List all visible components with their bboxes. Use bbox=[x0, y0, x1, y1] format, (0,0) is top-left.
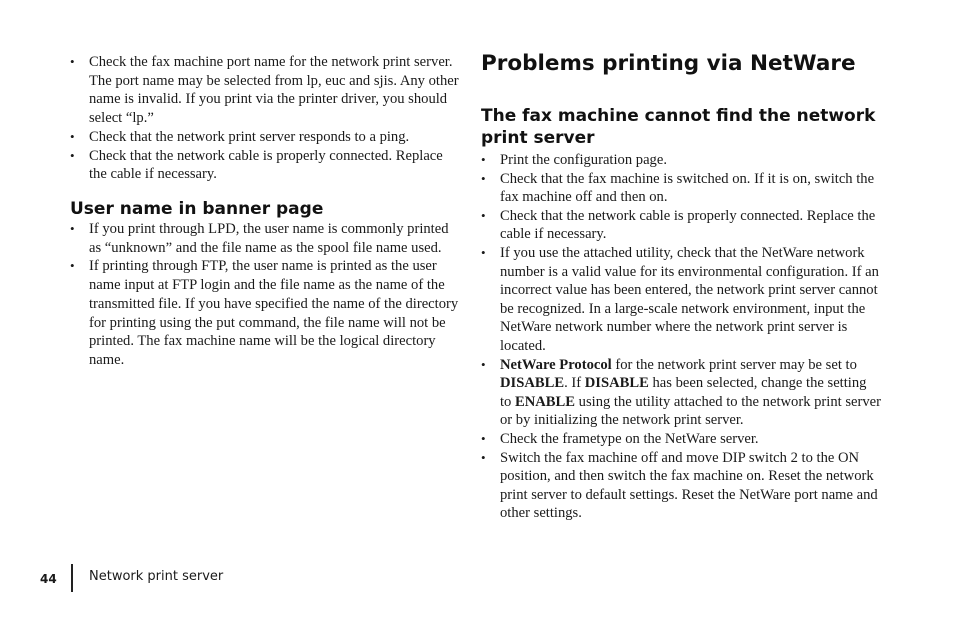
list-item bbox=[481, 244, 881, 356]
footer-title: Network print server bbox=[89, 569, 224, 584]
page-title: Problems printing via NetWare bbox=[481, 51, 856, 76]
list-item bbox=[481, 207, 881, 244]
list-item-text: using the utility attached to the network print server or by initializing the network print server. bbox=[500, 393, 881, 429]
bullet-icon: • bbox=[481, 356, 486, 372]
list-item-text: Check the fax machine port name for the network print server. The port name may be selected from lp, euc and sjis. Any other name is invalid. If you print via the printer driver, you should select “lp.” bbox=[89, 54, 459, 127]
page-number: 44 bbox=[40, 572, 57, 586]
list-item-text: If you print through LPD, the user name is commonly printed as “unknown” and the file name as the spool file name used. bbox=[89, 221, 449, 256]
bullet-icon: • bbox=[70, 221, 75, 236]
section-heading-cannot-find: The fax machine cannot find the network print server bbox=[481, 106, 876, 148]
list-item-text: for the network print server may be set to bbox=[611, 356, 857, 373]
list-item-text: Check the frametype on the NetWare server. bbox=[500, 430, 759, 447]
bullet-icon: • bbox=[70, 258, 75, 274]
bullet-icon: • bbox=[70, 147, 75, 163]
term-netware-protocol: NetWare Protocol bbox=[500, 356, 612, 373]
list-item bbox=[481, 449, 881, 523]
bullet-icon: • bbox=[70, 54, 75, 69]
bullet-icon: • bbox=[481, 170, 486, 186]
list-item bbox=[70, 53, 460, 128]
bullet-icon: • bbox=[481, 430, 486, 446]
list-item-text: If you use the attached utility, check that the NetWare network number is a valid value for its environmental configuration. If an incorrect value has been entered, the network print server cannot be recognized. In a large-scale network environment, input the NetWare network number where the network print server is located. bbox=[500, 244, 879, 354]
list-item bbox=[70, 147, 460, 184]
list-item-text: Check that the network print server responds to a ping. bbox=[89, 128, 410, 145]
section-heading-user-name: User name in banner page bbox=[70, 199, 324, 219]
list-item bbox=[70, 257, 460, 369]
list-item bbox=[481, 170, 881, 207]
bullet-icon: • bbox=[481, 207, 486, 223]
list-item bbox=[481, 430, 881, 449]
list-item bbox=[70, 220, 460, 257]
list-item-text: Check that the fax machine is switched on. If it is on, switch the fax machine off and then on. bbox=[500, 170, 875, 206]
user-name-list bbox=[70, 220, 460, 370]
list-item-text: Check that the network cable is properly connected. Replace the cable if necessary. bbox=[89, 147, 443, 183]
footer-divider bbox=[71, 564, 73, 592]
bullet-icon: • bbox=[481, 152, 486, 167]
list-item-netware-protocol bbox=[481, 356, 881, 430]
term-disable: DISABLE bbox=[500, 375, 565, 392]
term-enable: ENABLE bbox=[515, 393, 576, 410]
list-item bbox=[70, 128, 460, 147]
bullet-icon: • bbox=[481, 449, 486, 465]
term-disable: DISABLE bbox=[584, 375, 649, 392]
list-item bbox=[481, 151, 881, 170]
list-item-text: Switch the fax machine off and move DIP switch 2 to the ON position, and then switch the fax machine on. Reset the network print server to default settings. Reset the NetWare port name and other settings. bbox=[500, 449, 878, 522]
netware-check-list bbox=[481, 151, 881, 523]
list-item-text: . If bbox=[564, 375, 585, 392]
list-item-text: Check that the network cable is properly connected. Replace the cable if necessary. bbox=[500, 207, 876, 243]
bullet-icon: • bbox=[70, 128, 75, 144]
list-item-text: has been selected, change the setting to bbox=[500, 375, 867, 410]
list-item-text: Print the configuration page. bbox=[500, 152, 667, 168]
bullet-icon: • bbox=[481, 244, 486, 260]
list-item-text: If printing through FTP, the user name is printed as the user name input at FTP login and the file name as the name of the transmitted file. If you have specified the name of the directory for printing using the put command, the file name will not be printed. The fax machine name will be the logical directory name. bbox=[89, 258, 459, 368]
port-check-list bbox=[70, 53, 460, 184]
